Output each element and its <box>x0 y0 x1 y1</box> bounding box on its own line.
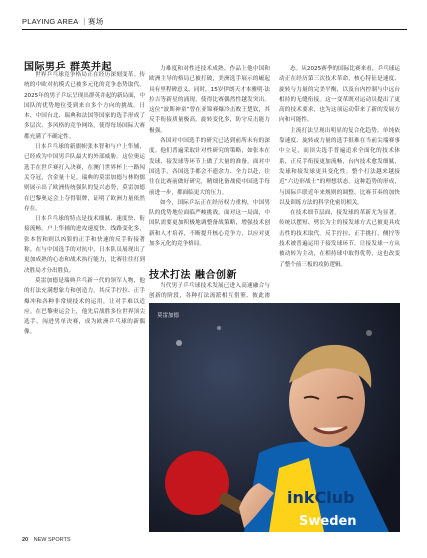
paragraph: 当代男子乒乓球技术发展已进入高速融合与创新的阶段，各种打法流派相互借鉴、彼此渗 <box>149 283 270 300</box>
photo-caption: 莫雷加德 <box>157 313 180 319</box>
paragraph: 主流打法呈现出明显的复合化趋势。单纯依靠速度、旋转或力量的选手很难在当前尖端赛事中立足，而顶尖选手普遍追求全面化的技术体系，正反手衔接更加流畅，台内技术愈发细腻，发球和接发球更具变化性。整个打法越来越接近“六边形战士”的理想状态。这种趋势的形成，与国际乒联近年来规则的调整、比赛节奏的加快以及训练方法的科学化密切相关。 <box>279 127 400 206</box>
paragraph: 如今，国际乒坛正在经历权力重构，中国男队的优势地位面临严峻挑战。面对这一局面，中国队需要更加积极地调整备战策略，增强技术创新和人才培养，不断提升核心竞争力，以应对更加多元化的竞争格局。 <box>149 199 270 248</box>
paragraph: 日本乒乓球的新旗帜张本智和与户上隼辅，已经成为中国男乒队最大的外部威胁。这位奥运选手在世乒赛打入决赛，在澳门世界杯上一路闯关夺冠，含金量十足。瑞典的莫雷加德与林昀儒则展示出了欧洲传统强队的复兴态势，莫雷加德在巴黎奥运会上夺得银牌，证明了欧洲力量依然存在。 <box>24 144 145 212</box>
article-heading-2: 技术打法 融合创新 <box>149 270 237 281</box>
page-footer <box>22 537 71 543</box>
page-header <box>22 16 407 30</box>
paragraph: 在技术细节层面，接发球的革新尤为显著。传统以摆短、劈长为主的接发球方式已被更具攻击性的技术取代。反手拧拉、正手挑打、侧拧等技术被普遍运用于接发球环节，让接发球一方从被动转为主动，在相持球中取得优势，这也改变了整个前三板的攻防逻辑。 <box>279 210 400 268</box>
text-column-1 <box>24 70 145 338</box>
jersey-text: Sweden <box>299 514 357 529</box>
text-column-3 <box>279 64 400 270</box>
player-photo <box>149 303 400 532</box>
header-divider <box>22 29 407 30</box>
paragraph: 力难度和对性还技术成熟。作品上他中国和欧洲主导的格局已被打破，美洲选手展示的崛起具有里程碑意义。同时，15岁伊朗天才本雅明·法拉吉等新星的涌现，使得比赛偶然性越发突出。这位“波斯神童”曾在亚锦赛爆冷击败王楚钦，其反手衔接质量极高，旋转变化多，防守反击能力极强。 <box>149 66 270 134</box>
paragraph: 态。从2025赛季的国际比赛来看，乒乓球运动正在经历第三次技术革命，核心特征是速度、旋转与力量的完美平衡，以及台内控制与中远台相持的无缝衔接。这一变革既对运动员提出了更高的技术要求，也为这项运动带来了新的发展方向和可能性。 <box>279 66 400 124</box>
player-illustration <box>149 303 400 532</box>
text-column-2 <box>149 64 270 249</box>
page-number: 20 <box>22 537 29 543</box>
paragraph: 世界乒乓球竞争格局正在经历深刻变革。传统的中欧对抗模式已被多元化的竞争态势取代。2025年的男子乒坛呈现出群英并起的新局面，中国队的优势地位受到来自多个方向的挑战。日本、中国台北、瑞典和法国等国家的选手形成了多层次、多风格的竞争网络，使得每场国际大赛都充满了不确定性。 <box>24 72 145 140</box>
section-label: PLAYING AREA ｜赛场 <box>22 17 104 26</box>
paragraph: 各国对中国选手的研究已达到前所未有的深度。他们普遍采取针对性研究的策略，如张本在发球、接发球等环节上做了大量的准备。面对中国选手，各国选手都会不遗余力、全力以赴，往往在比赛前做好研究，精细化备战使中国选手每前进一步，都面临更大的压力。 <box>149 138 270 196</box>
svg-text:inkClub: inkClub <box>287 488 355 507</box>
paragraph: 莫雷加德是瑞典乒乓新一代的领军人物，他的打法充满想象力和创造力。其反手拧拉、正手爆冲和各种非常规技术的运用，让对手难以适应。在巴黎奥运会上，他先后战胜多位世界顶尖选手，闯进男单决赛，成为欧洲乒乓球的新偶像。 <box>24 277 145 336</box>
magazine-name: NEW SPORTS <box>33 537 71 543</box>
paragraph: 日本乒乓球的特点是技术细腻、速度快、衔接流畅。户上隼辅的进攻速度快、线路变化多，张本智和则以凶狠的正手和快速的反手衔接著称。在与中国选手的对抗中，日本队员展现出了更加成熟的心态和战术执行能力，比赛往往打到决胜局才分出胜负。 <box>24 216 145 274</box>
article-heading-1: 国际男乒 群英并起 <box>24 62 112 73</box>
